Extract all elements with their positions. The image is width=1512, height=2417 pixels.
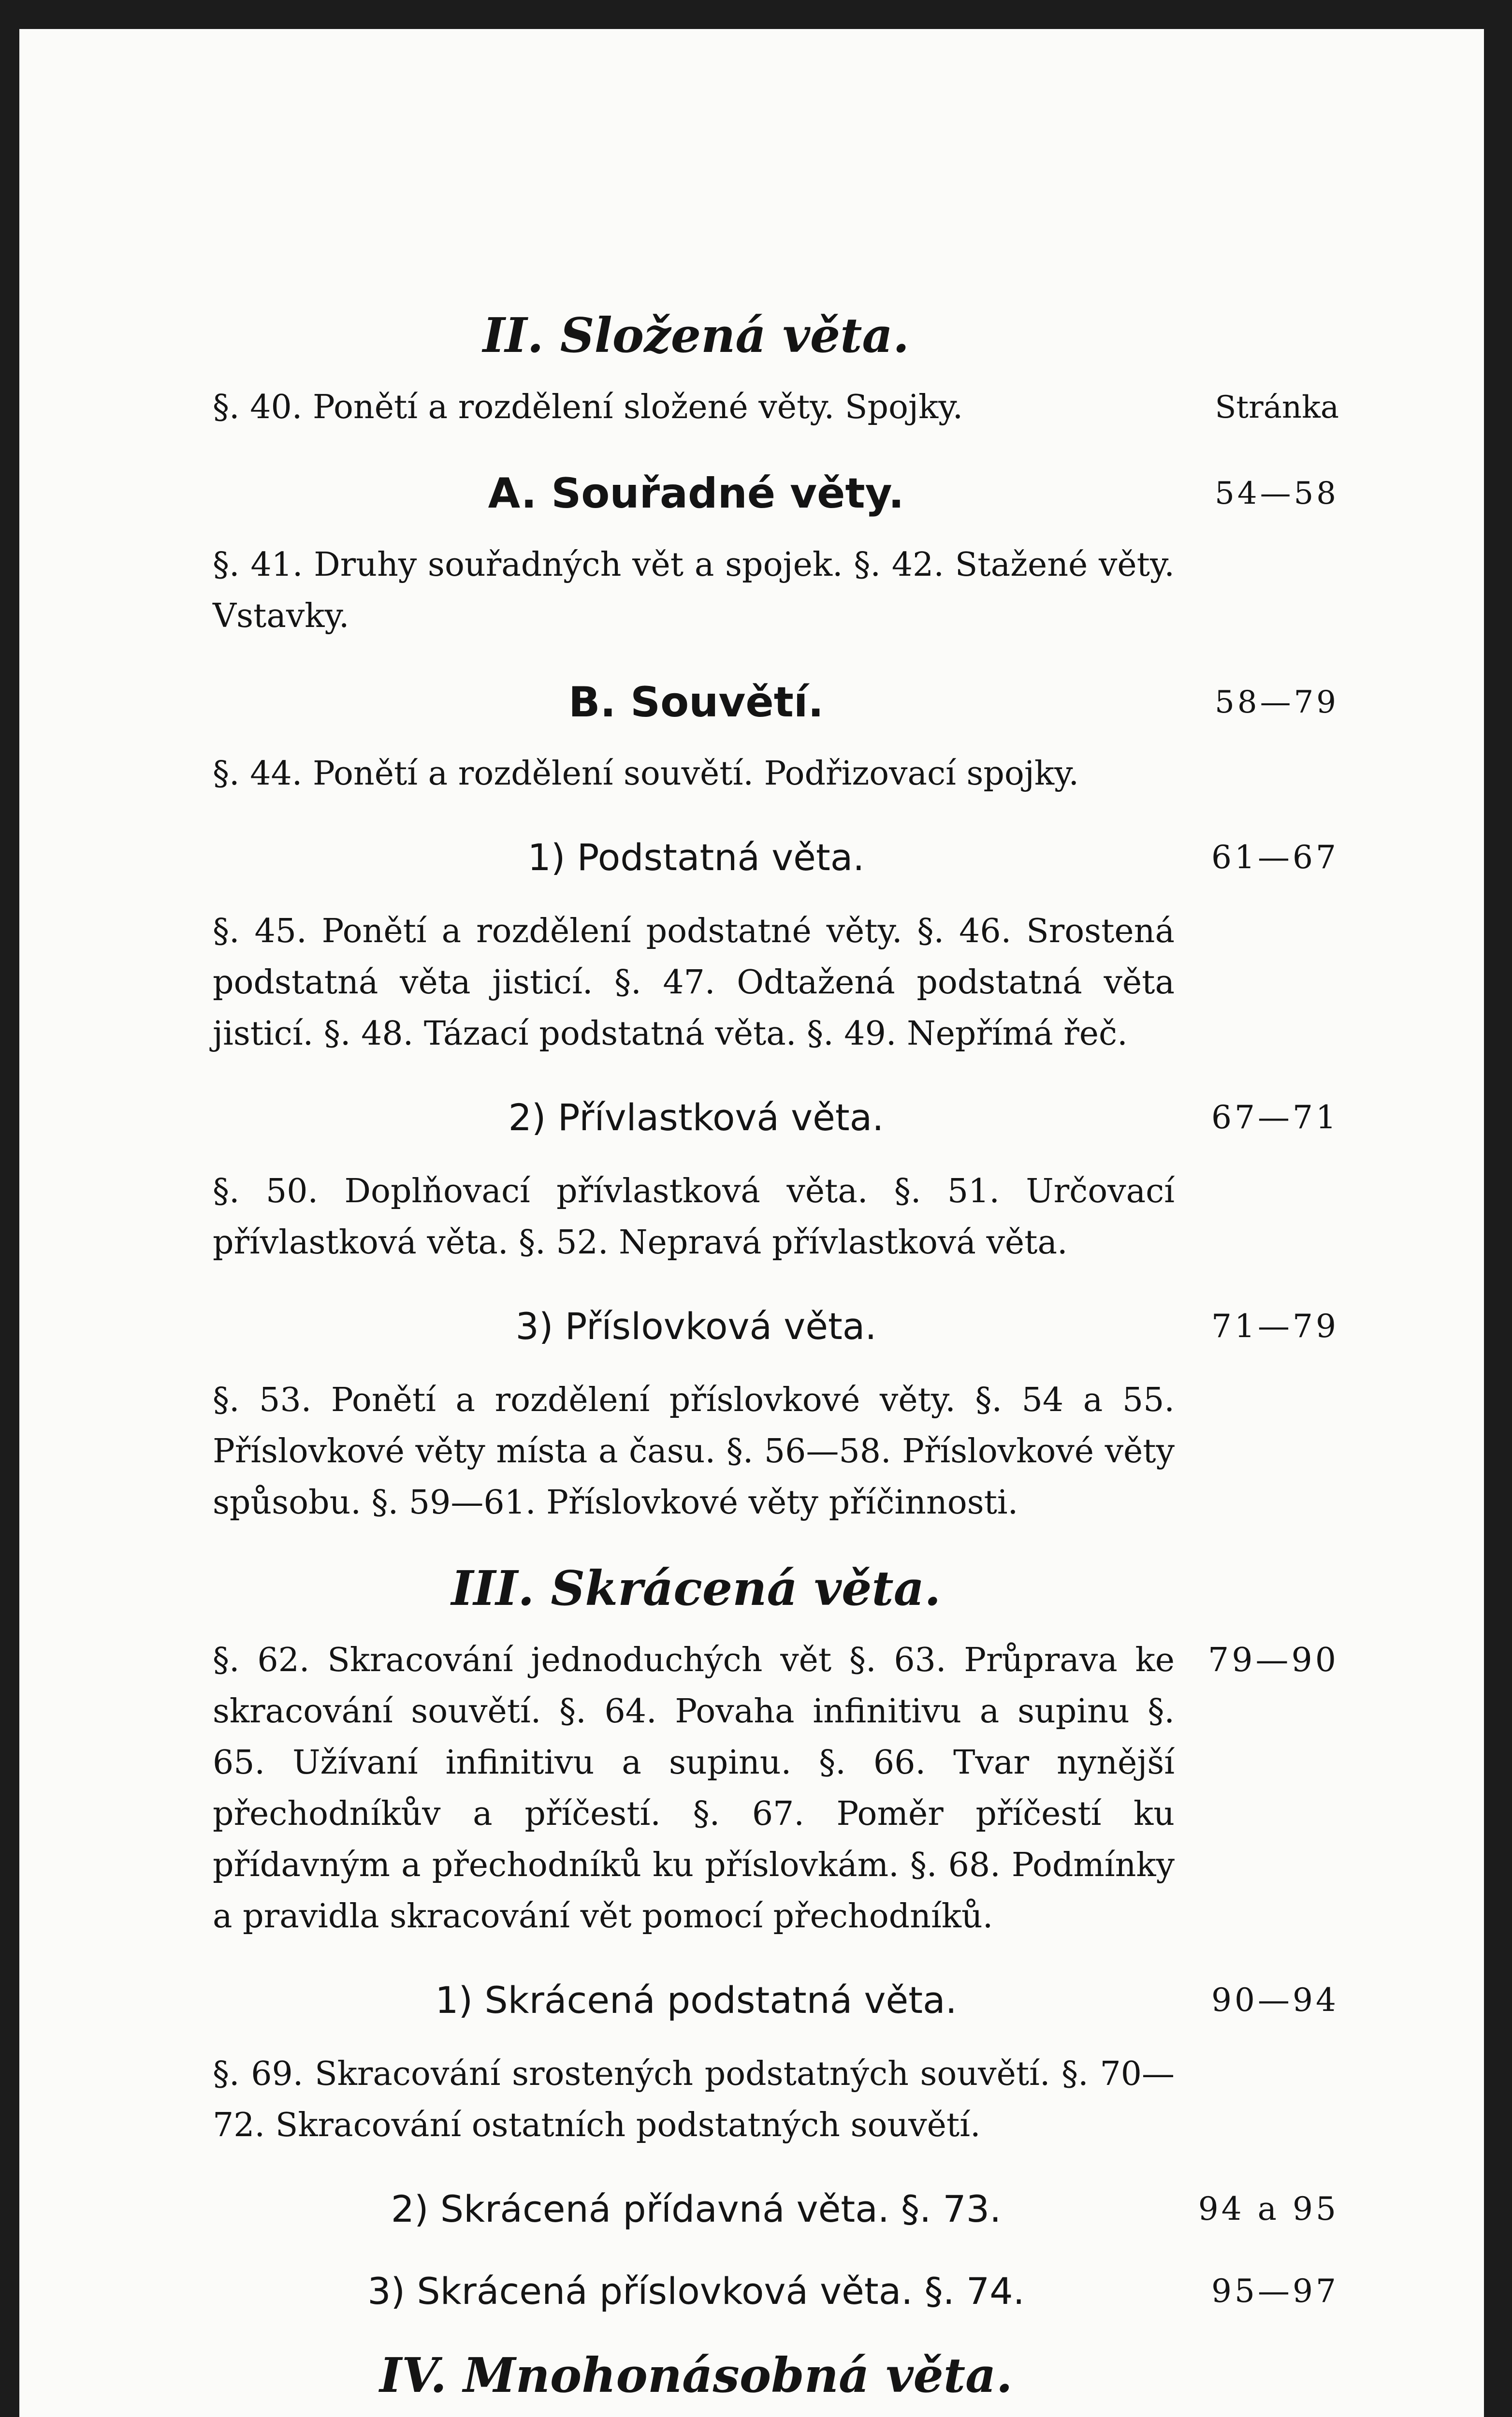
- page-range: 79—90: [1207, 1641, 1339, 1679]
- toc-entry-41: §. 41. Druhy souřadných vět a spojek. §. 42. Stažené věty. Vstavky.: [213, 546, 1175, 635]
- section-title: B. Souvětí.: [568, 678, 824, 727]
- table-of-contents: [213, 300, 1339, 2417]
- toc-entry-50: §. 50. Doplňovací přívlastková věta. §. 51. Určovací přívlastková věta. §. 52. Nepravá přívlastková věta.: [213, 1172, 1175, 1262]
- section-heading-b: [213, 666, 1339, 748]
- book-page: [19, 29, 1484, 2417]
- part-title: IV. Mnohonásobná věta.: [379, 2348, 1013, 2403]
- section-heading-a: [213, 457, 1339, 539]
- subsection-title: 1) Skrácená podstatná věta.: [435, 1979, 957, 2022]
- page-range: 90—94: [1211, 1981, 1339, 2019]
- toc-entry-62: [213, 1635, 1339, 1942]
- subsection-heading-2: [213, 1084, 1339, 1166]
- subsection-heading-1: [213, 824, 1339, 906]
- subsection-heading-c3: [213, 2257, 1339, 2340]
- subsection-title: 3) Skrácená příslovková věta. §. 74.: [367, 2270, 1025, 2313]
- subsection-title: 3) Příslovková věta.: [515, 1305, 877, 1348]
- page-range: 95—97: [1211, 2272, 1339, 2310]
- entry-text: §. 40. Ponětí a rozdělení složené věty. Spojky.: [213, 388, 963, 426]
- section-title: A. Souřadné věty.: [488, 469, 904, 518]
- part-title: III. Skrácená věta.: [451, 1561, 941, 1616]
- page-range: 54—58: [1215, 476, 1339, 511]
- page-range: 71—79: [1211, 1308, 1339, 1345]
- entry-text: §. 62. Skracování jednoduchých vět §. 63. Průprava ke skracování souvětí. §. 64. Povaha infinitivu a supinu §. 65. Užívaní infinitivu a supinu. §. 66. Tvar nynější přechodníkův a příčestí. §. 67. Poměr příčestí ku přídavným a přechodníků ku příslovkám. §. 68. Podmínky a pravidla skracování vět pomocí přechodníků.: [213, 1641, 1175, 1936]
- subsection-title: 2) Přívlastková věta.: [508, 1096, 884, 1139]
- toc-entry-40: [213, 382, 1339, 433]
- page-range: 61—67: [1211, 839, 1339, 876]
- toc-entry-45: §. 45. Ponětí a rozdělení podstatné věty. §. 46. Srostená podstatná věta jisticí. §. 47. Odtažená podstatná věta jisticí. §. 48. Tázací podstatná věta. §. 49. Nepřímá řeč.: [213, 912, 1175, 1053]
- toc-entry-44: §. 44. Ponětí a rozdělení souvětí. Podřizovací spojky.: [213, 755, 1079, 793]
- subsection-title: 2) Skrácená přídavná věta. §. 73.: [391, 2187, 1002, 2230]
- page-column-label: Stránka: [1215, 390, 1339, 425]
- part-title: II. Složená věta.: [482, 308, 910, 364]
- subsection-title: 1) Podstatná věta.: [527, 836, 865, 879]
- subsection-heading-3: [213, 1293, 1339, 1375]
- subsection-heading-c2: [213, 2175, 1339, 2257]
- part-heading-iii: [213, 1553, 1339, 1635]
- subsection-heading-c1: [213, 1966, 1339, 2049]
- page-range: 67—71: [1211, 1099, 1339, 1136]
- toc-entry-69: §. 69. Skracování srostených podstatných souvětí. §. 70—72. Skracování ostatních podstatných souvětí.: [213, 2055, 1175, 2144]
- page-range: 58—79: [1215, 684, 1339, 720]
- toc-entry-53: §. 53. Ponětí a rozdělení příslovkové věty. §. 54 a 55. Příslovkové věty místa a času. §. 56—58. Příslovkové věty spůsobu. §. 59—61. Příslovkové věty příčinnosti.: [213, 1381, 1175, 1522]
- part-heading-ii: [213, 300, 1339, 382]
- page-range: 94 a 95: [1198, 2190, 1339, 2228]
- part-heading-iv: [213, 2340, 1339, 2417]
